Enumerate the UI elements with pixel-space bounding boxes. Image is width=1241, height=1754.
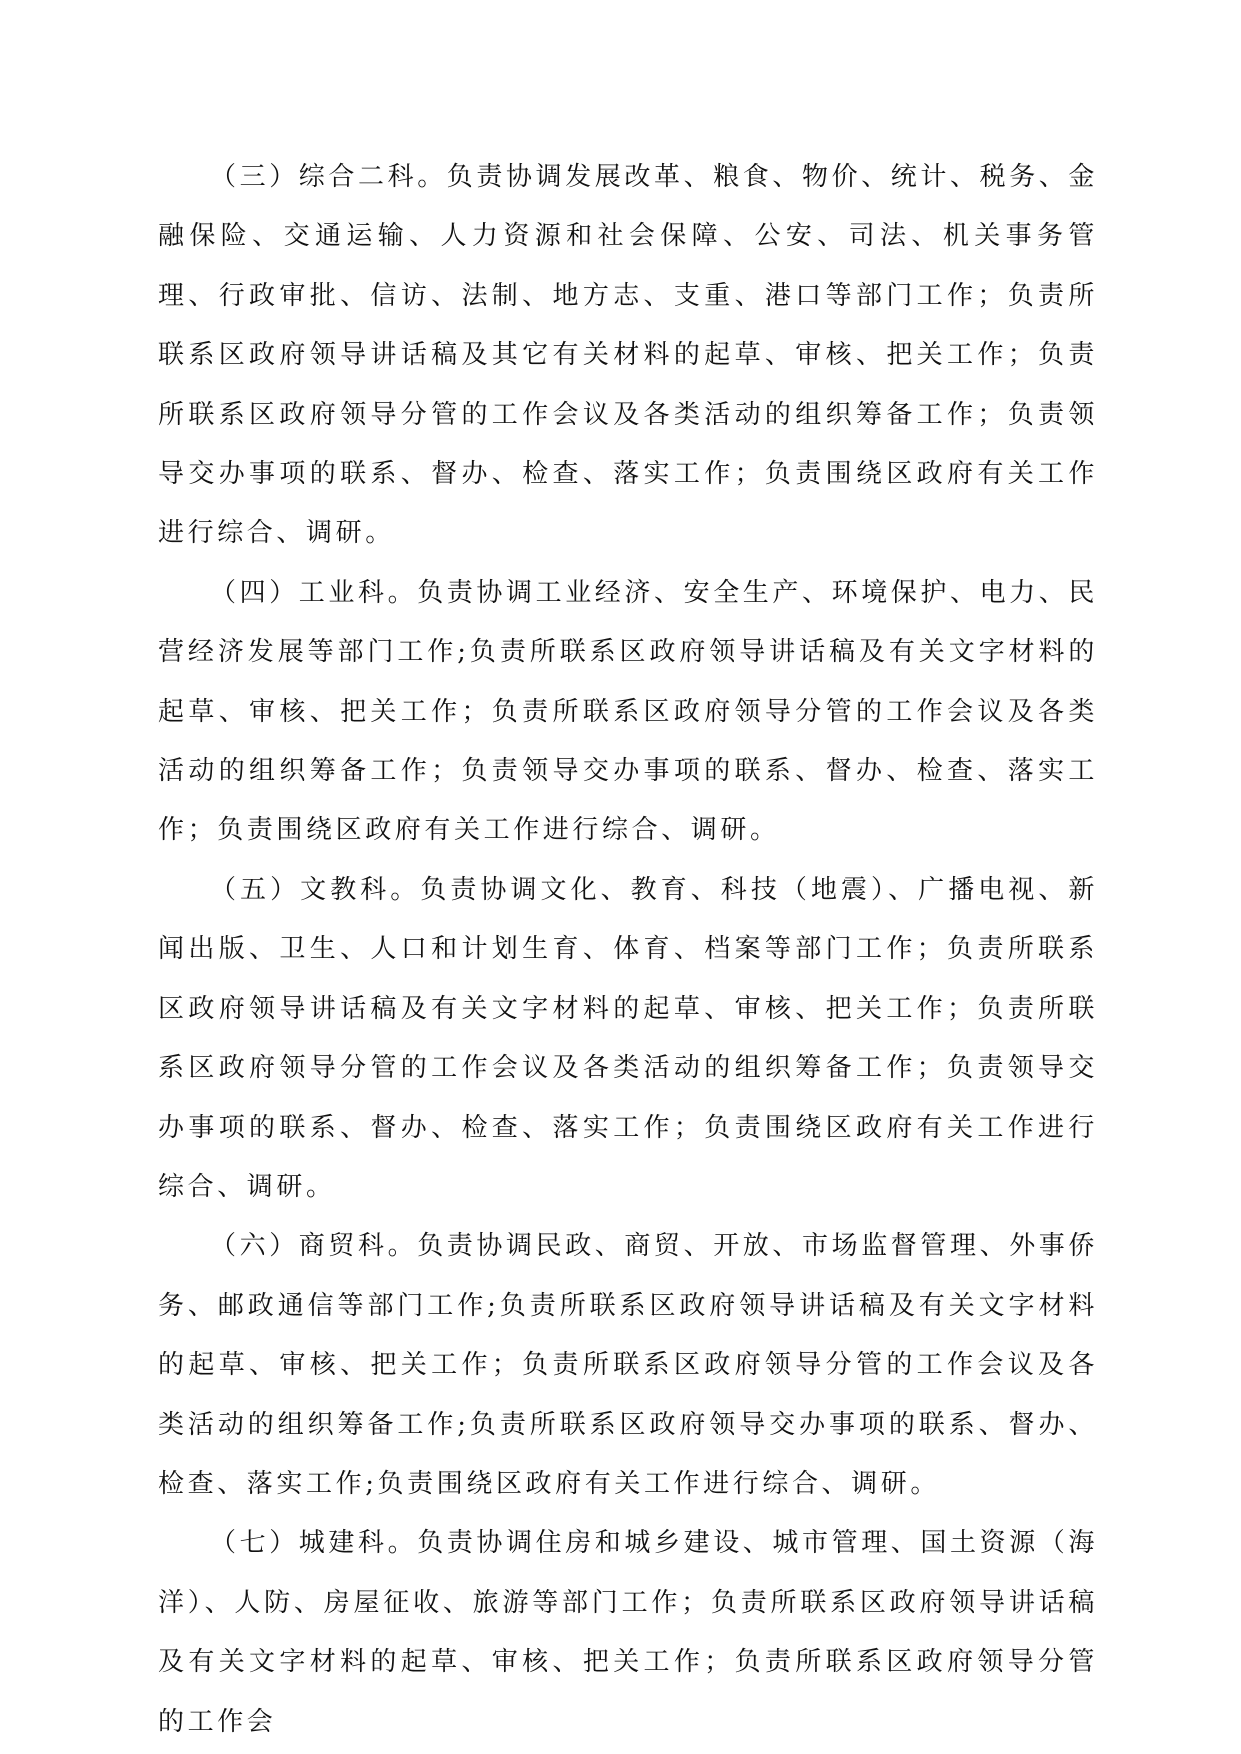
paragraph-section-6: （六）商贸科。负责协调民政、商贸、开放、市场监督管理、外事侨务、邮政通信等部门工作;负责所联系区政府领导讲话稿及有关文字材料的起草、审核、把关工作；负责所联系区政府领导分管的工作会议及各类活动的组织筹备工作;负责所联系区政府领导交办事项的联系、督办、检查、落实工作;负责围绕区政府有关工作进行综合、调研。 bbox=[158, 1231, 1099, 1499]
paragraph-section-7: （七）城建科。负责协调住房和城乡建设、城市管理、国土资源（海洋）、人防、房屋征收、旅游等部门工作；负责所联系区政府领导讲话稿及有关文字材料的起草、审核、把关工作；负责所联系区政府领导分管的工作会 bbox=[158, 1528, 1099, 1737]
paragraph-section-3: （三）综合二科。负责协调发展改革、粮食、物价、统计、税务、金融保险、交通运输、人力资源和社会保障、公安、司法、机关事务管理、行政审批、信访、法制、地方志、支重、港口等部门工作；负责所联系区政府领导讲话稿及其它有关材料的起草、审核、把关工作；负责所联系区政府领导分管的工作会议及各类活动的组织筹备工作；负责领导交办事项的联系、督办、检查、落实工作；负责围绕区政府有关工作进行综合、调研。 bbox=[158, 162, 1099, 549]
paragraph-section-4: （四）工业科。负责协调工业经济、安全生产、环境保护、电力、民营经济发展等部门工作;负责所联系区政府领导讲话稿及有关文字材料的起草、审核、把关工作；负责所联系区政府领导分管的工作会议及各类活动的组织筹备工作；负责领导交办事项的联系、督办、检查、落实工作；负责围绕区政府有关工作进行综合、调研。 bbox=[158, 577, 1099, 846]
document-body bbox=[158, 148, 1098, 1752]
paragraph-section-5: （五）文教科。负责协调文化、教育、科技（地震）、广播电视、新闻出版、卫生、人口和计划生育、体育、档案等部门工作；负责所联系区政府领导讲话稿及有关文字材料的起草、审核、把关工作；负责所联系区政府领导分管的工作会议及各类活动的组织筹备工作；负责领导交办事项的联系、督办、检查、落实工作；负责围绕区政府有关工作进行综合、调研。 bbox=[158, 874, 1098, 1202]
